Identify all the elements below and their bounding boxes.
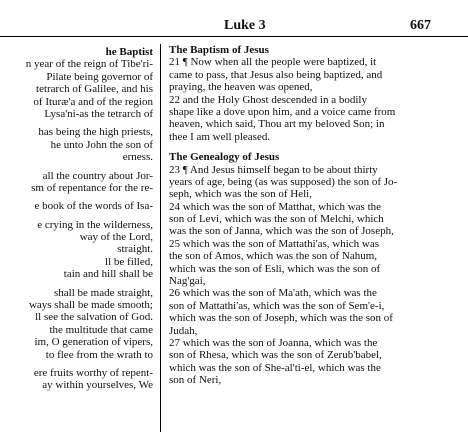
book-chapter-title: Luke 3 [224,18,266,33]
verse-line: Judah, [169,324,198,337]
section-heading-baptism: The Baptism of Jesus [169,44,269,56]
verse-line: which was the son of Esli, which was the son of [169,262,381,275]
text-line: e book of the words of Isa- [34,200,153,213]
text-line: ay within yourselves, We [42,379,153,392]
text-line: ways shall be made smooth; [28,299,153,312]
text-line: sm of repentance for the re- [31,181,153,194]
text-line: tetrarch of Galilee, and his [36,83,153,96]
verse-line: son of Mattathi'as, which was the son of Sem'e-i, [169,299,385,312]
text-line: ll see the salvation of God. [35,311,153,324]
verse-line: 23 ¶ And Jesus himself began to be about thirty [169,163,378,176]
verse-line: was the son of Janna, which was the son of Joseph, [169,225,394,238]
verse-line: 22 and the Holy Ghost descended in a bodily [169,93,367,106]
text-line: way of the Lord, [79,231,153,244]
section-heading-left: he Baptist [105,46,153,58]
verse-line: praying, the heaven was opened, [169,81,313,94]
verse-line: son of Levi, which was the son of Melchi, which [169,213,384,226]
verse-line: the son of Amos, which was the son of Nahum, [169,250,378,263]
verse-line: heaven, which said, Thou art my beloved Son; in [169,118,385,131]
verse-line: Nag'gai, [169,275,206,288]
verse-line: came to pass, that Jesus also being baptized, and [169,68,383,81]
verse-line: which was the son of Joseph, which was the son of [169,312,393,325]
text-line: of Ituræ'a and of the region [33,95,153,108]
verse-line: seph, which was the son of Heli, [169,188,312,201]
verse-line: thee I am well pleased. [169,130,271,143]
verse-line: 25 which was the son of Mattathi'as, which was [169,237,380,250]
verse-line: 24 which was the son of Matthat, which was the [169,200,382,213]
right-column [169,44,465,387]
text-line: tain and hill shall be [63,268,153,281]
text-line: to flee from the wrath to [45,348,153,361]
text-line: erness. [122,151,153,164]
verse-line: son of Neri, [169,374,222,387]
verse-line: 27 which was the son of Joanna, which was the [169,336,378,349]
text-line: he unto John the son of [50,138,153,151]
verse-line: which was the son of She-al'ti-el, which was the [169,361,381,374]
text-line: e crying in the wilderness, [37,218,153,231]
text-line: has being the high priests, [38,126,153,139]
text-line: Lysa'ni-as the tetrarch of [44,107,153,120]
text-line: the multitude that came [49,323,153,336]
verse-line: years of age, being (as was supposed) the son of Jo- [169,175,398,188]
verse-line: shape like a dove upon him, and a voice came from [169,105,396,118]
text-line: ll be filled, [105,255,153,268]
text-line: im, O generation of vipers, [34,336,153,349]
text-line: n year of the reign of Tibe'ri- [25,58,153,71]
text-line: straight. [117,243,153,256]
section-heading-genealogy: The Genealogy of Jesus [169,151,280,164]
header-rule [0,36,468,37]
page-header [0,0,468,36]
verse-line: 21 ¶ Now when all the people were baptized, it [169,56,377,69]
text-line: Pilate being governor of [46,70,153,83]
text-line: all the country about Jor- [42,169,153,182]
text-line: ere fruits worthy of repent- [33,366,153,379]
column-divider [160,44,161,432]
verse-line: 26 which was the son of Ma'ath, which was the [169,287,377,300]
page-number: 667 [410,18,431,33]
left-column [0,46,153,392]
text-line: shall be made straight, [54,286,153,299]
verse-line: son of Rhesa, which was the son of Zerub'babel, [169,349,382,362]
